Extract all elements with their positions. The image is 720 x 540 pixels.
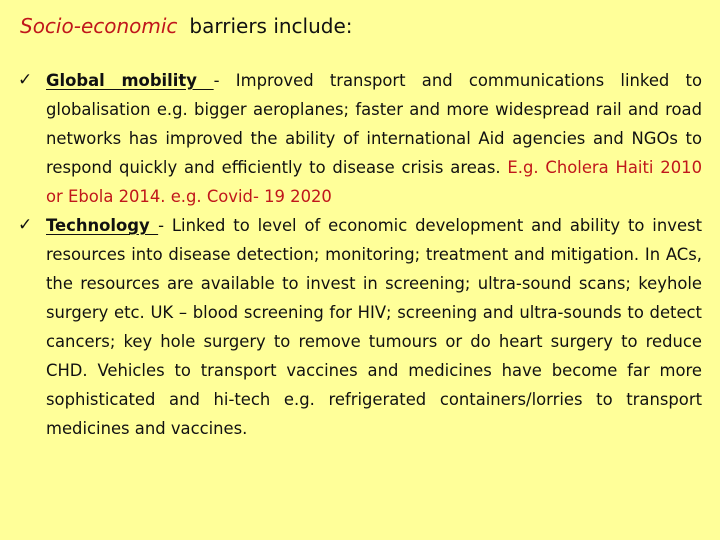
bullet-global-mobility	[18, 66, 702, 211]
slide-title	[20, 12, 353, 40]
check-icon: ✓	[18, 215, 33, 235]
check-icon: ✓	[18, 70, 33, 90]
title-rest: barriers include:	[189, 14, 353, 38]
bullet-examples: E.g. Cholera Haiti 2010 or Ebola 2014. e.g. Covid- 19 2020	[46, 158, 702, 206]
title-accent: Socio-economic	[20, 14, 178, 38]
bullet-paragraph	[46, 66, 702, 211]
bullet-list	[18, 66, 702, 443]
bullet-text: - Linked to level of economic development and ability to invest resources into disease detection; monitoring; treatment and mitigation. In ACs, the resources are available to invest in screening; ultra-sound scans; keyhole surgery etc. UK – blood screening for HIV; screening and ultra-sounds to detect cancers; key hole surgery to remove tumours or do heart surgery to reduce CHD. Vehicles to transport vaccines and medicines have become far more sophisticated and hi-tech e.g. refrigerated containers/lorries to transport medicines and vaccines.	[46, 216, 703, 438]
bullet-text: - Improved transport and communications linked to globalisation e.g. bigger aeroplanes; faster and more widespread rail and road networks has improved the ability of international Aid agencies and NGOs to respond quickly and efficiently to disease crisis areas.	[46, 71, 702, 177]
bullet-paragraph	[46, 211, 702, 443]
bullet-heading: Technology	[46, 216, 159, 235]
bullet-technology	[18, 211, 702, 443]
bullet-heading: Global mobility	[46, 71, 214, 90]
